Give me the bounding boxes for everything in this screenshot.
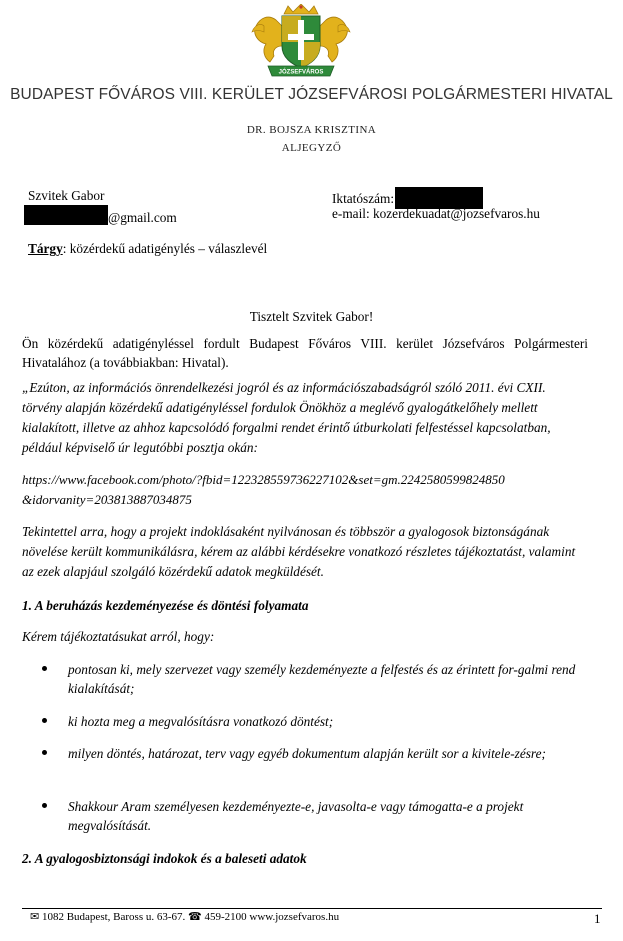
page-number: 1 <box>594 911 601 926</box>
left-griffin-shape <box>255 17 284 62</box>
list-item-text: milyen döntés, határozat, terv vagy egyéb dokumentum alapján került sor a kivitele-zésre; <box>68 746 546 761</box>
facebook-link-line-2: &idorvanity=203813887034875 <box>22 492 192 507</box>
addressee-email <box>24 205 177 226</box>
footer-contact: ✉ 1082 Budapest, Baross u. 63-67. ☎ 459-2100 www.jozsefvaros.hu <box>30 911 340 923</box>
subject-label: Tárgy <box>28 241 63 256</box>
list-item <box>44 744 584 763</box>
right-griffin-shape <box>318 17 347 62</box>
quoted-request-paragraph: „Ezúton, az információs önrendelkezési jogról és az információszabadságról szóló 2011. évi CXII. törvény alapján közérdekű adatigényléssel fordulok Önökhöz a meglévő gyalogátkelőhely mellett kialakított, illetve az ahhoz kapcsolódó forgalmi rendet érintő útburkolati felfestéssel kapcsolatban, például képviselő úr legutóbbi posztja okán: <box>22 380 551 455</box>
office-name: BUDAPEST FŐVÁROS VIII. KERÜLET JÓZSEFVÁROSI POLGÁRMESTERI HIVATAL <box>10 86 613 103</box>
bullet-icon <box>42 803 47 808</box>
bullet-icon <box>42 718 47 723</box>
crest-banner-text: JÓZSEFVÁROS <box>278 69 324 76</box>
jozsefvaros-crest-logo <box>246 4 356 78</box>
addressee-email-suffix: @gmail.com <box>108 210 177 225</box>
list-item-text: Shakkour Aram személyesen kezdeményezte-e, javasolta-e vagy támogatta-e a projekt megvalósítását. <box>68 799 524 833</box>
facebook-link-line-1: https://www.facebook.com/photo/?fbid=122328559736227102&set=gm.2242580599824850 <box>22 472 505 487</box>
reference-label: Iktatószám: <box>332 191 395 206</box>
addressee-name: Szvitek Gabor <box>28 188 105 203</box>
section-2-heading: 2. A gyalogosbiztonsági indokok és a baleseti adatok <box>22 851 307 866</box>
bullet-icon <box>42 666 47 671</box>
section-1-lead: Kérem tájékoztatásukat arról, hogy: <box>22 629 215 644</box>
footer-divider <box>22 908 602 909</box>
section-1-heading: 1. A beruházás kezdeményezése és döntési folyamata <box>22 598 309 613</box>
subject-text: : közérdekű adatigénylés – válaszlevél <box>62 241 268 256</box>
signatory-title: ALJEGYZŐ <box>281 142 342 154</box>
office-email: e-mail: kozerdekuadat@jozsefvaros.hu <box>332 206 540 221</box>
list-item-text: ki hozta meg a megvalósításra vonatkozó döntést; <box>68 714 334 729</box>
subject-line <box>28 240 267 257</box>
list-item <box>44 660 584 698</box>
list-item-text: pontosan ki, mely szervezet vagy személy kezdeményezte a felfestés és az érintett for-galmi rend kialakítását; <box>68 662 576 696</box>
list-item <box>44 712 584 731</box>
intro-paragraph: Ön közérdekű adatigényléssel fordult Budapest Főváros VIII. kerület Józsefváros Polgármesteri Hivatalához (a továbbiakban: Hivatal). <box>22 336 588 370</box>
list-item <box>44 797 584 835</box>
bullet-icon <box>42 750 47 755</box>
justification-paragraph: Tekintettel arra, hogy a projekt indoklásaként nyilvánosan és többször a gyalogosok biztonságának növelése került kommunikálásra, kérem az alábbi kérdésekre vonatkozó részletes tájékoztatást, valamint az ezek alapjául szolgáló közérdekű adatok megküldését. <box>22 524 576 579</box>
signatory-name: DR. BOJSZA KRISZTINA <box>246 124 377 136</box>
salutation: Tisztelt Szvitek Gabor! <box>249 309 374 324</box>
redaction-box <box>24 205 108 225</box>
